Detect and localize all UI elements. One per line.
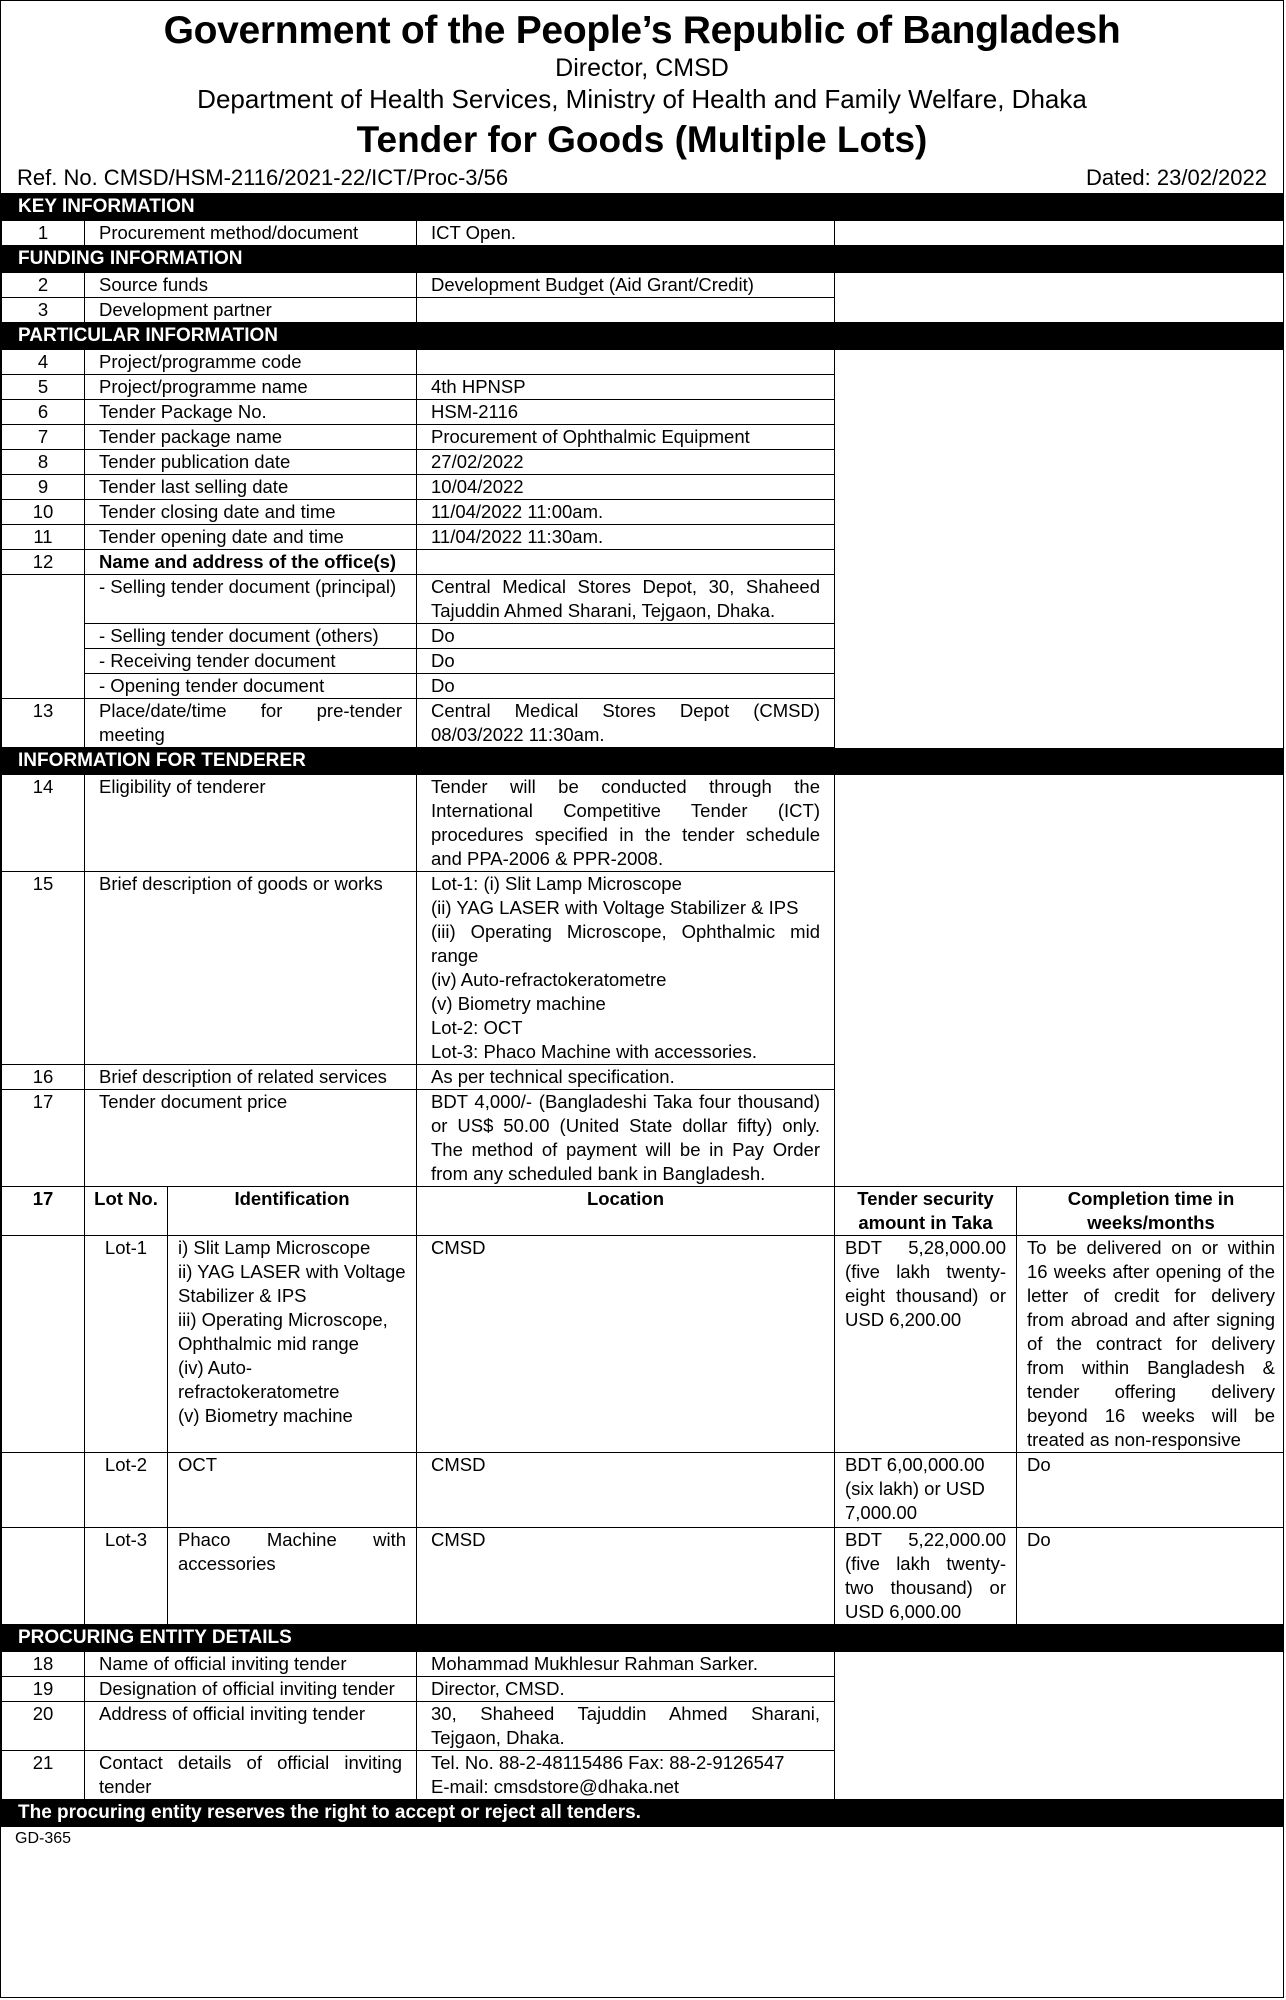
tender-title: Tender for Goods (Multiple Lots) [356, 119, 928, 160]
table-row: 5 Project/programme name 4th HPNSP [2, 375, 1285, 400]
department-line: Department of Health Services, Ministry of Health and Family Welfare, Dhaka [197, 84, 1087, 114]
table-row: 8 Tender publication date 27/02/2022 [2, 450, 1285, 475]
notice-header [1, 9, 1283, 163]
section-particular-information: PARTICULAR INFORMATION [2, 323, 1285, 350]
reference-line [1, 163, 1283, 193]
section-funding-information: FUNDING INFORMATION [2, 246, 1285, 273]
lot-row: Lot-3 Phaco Machine with accessories CMSD BDT 5,22,000.00 (five lakh twenty-two thousand) or USD 6,000.00 Do [2, 1528, 1285, 1625]
government-title: Government of the People’s Republic of Bangladesh [163, 9, 1121, 52]
tender-table [1, 193, 1284, 1827]
table-row: 13 Place/date/time for pre-tender meeting Central Medical Stores Depot (CMSD) 08/03/2022 11:30am. [2, 699, 1285, 748]
section-information-for-tenderer: INFORMATION FOR TENDERER [2, 748, 1285, 775]
reserve-right-notice: The procuring entity reserves the right to accept or reject all tenders. [2, 1800, 1285, 1827]
dated: Dated: 23/02/2022 [1085, 165, 1267, 190]
table-row: 7 Tender package name Procurement of Ophthalmic Equipment [2, 425, 1285, 450]
lots-header-row: 17 Lot No. Identification Location Tender security amount in Taka Completion time in weeks/months [2, 1187, 1285, 1236]
table-row: 4 Project/programme code [2, 350, 1285, 375]
table-row: - Opening tender document Do [2, 674, 1285, 699]
goods-description: Lot-1: (i) Slit Lamp Microscope (ii) YAG LASER with Voltage Stabilizer & IPS (iii) Operating Microscope, Ophthalmic mid range (iv) Auto-refractokeratometre (v) Biometry machine Lot-2: OCT Lot-3: Phaco Machine with accessories. [417, 872, 835, 1065]
table-row: 20 Address of official inviting tender 30, Shaheed Tajuddin Ahmed Sharani, Tejgaon, Dhaka. [2, 1702, 1285, 1751]
table-row: 11 Tender opening date and time 11/04/2022 11:30am. [2, 525, 1285, 550]
table-row: 21 Contact details of official inviting tender Tel. No. 88-2-48115486 Fax: 88-2-9126547 E-mail: cmsdstore@dhaka.net [2, 1751, 1285, 1800]
table-row: 2 Source funds Development Budget (Aid Grant/Credit) [2, 273, 1285, 298]
table-row: - Receiving tender document Do [2, 649, 1285, 674]
lot-row: Lot-2 OCT CMSD BDT 6,00,000.00 (six lakh) or USD 7,000.00 Do [2, 1453, 1285, 1528]
table-row: - Selling tender document (principal) Central Medical Stores Depot, 30, Shaheed Tajuddin Ahmed Sharani, Tejgaon, Dhaka. [2, 575, 1285, 624]
table-row: 14 Eligibility of tenderer Tender will be conducted through the International Competitive Tender (ICT) procedures specified in the tender schedule and PPA-2006 & PPR-2008. [2, 775, 1285, 872]
section-key-information: KEY INFORMATION [2, 194, 1285, 221]
table-row: 10 Tender closing date and time 11/04/2022 11:00am. [2, 500, 1285, 525]
table-row: 12 Name and address of the office(s) [2, 550, 1285, 575]
table-row: 9 Tender last selling date 10/04/2022 [2, 475, 1285, 500]
table-row: 1 Procurement method/document ICT Open. [2, 221, 1285, 246]
table-row: 15 Brief description of goods or works Lot-1: (i) Slit Lamp Microscope (ii) YAG LASER with Voltage Stabilizer & IPS (iii) Operating Microscope, Ophthalmic mid range (iv) Auto-refractokeratometre (v) Biometry machine Lot-2: OCT Lot-3: Phaco Machine with accessories. [2, 872, 1285, 1065]
gd-code: GD-365 [15, 1830, 72, 1847]
lot-row: Lot-1 i) Slit Lamp Microscope ii) YAG LASER with Voltage Stabilizer & IPS iii) Operating Microscope, Ophthalmic mid range (iv) Auto-refractokeratometre (v) Biometry machine CMSD BDT 5,28,000.00 (five lakh twenty-eight thousand) or USD 6,200.00 To be delivered on or within 16 weeks after opening of the letter of credit for delivery from abroad and after signing of the contract for delivery from within Bangladesh & tender offering delivery beyond 16 weeks will be treated as non-responsive [2, 1236, 1285, 1453]
table-row: 6 Tender Package No. HSM-2116 [2, 400, 1285, 425]
table-row: 18 Name of official inviting tender Mohammad Mukhlesur Rahman Sarker. [2, 1652, 1285, 1677]
section-procuring-entity-details: PROCURING ENTITY DETAILS [2, 1625, 1285, 1652]
ref-number: Ref. No. CMSD/HSM-2116/2021-22/ICT/Proc-3/56 [17, 165, 509, 190]
table-row: 16 Brief description of related services As per technical specification. [2, 1065, 1285, 1090]
table-row: 19 Designation of official inviting tender Director, CMSD. [2, 1677, 1285, 1702]
table-row: 3 Development partner [2, 298, 1285, 323]
table-row: - Selling tender document (others) Do [2, 624, 1285, 649]
director-line: Director, CMSD [555, 54, 729, 82]
table-row: 17 Tender document price BDT 4,000/- (Bangladeshi Taka four thousand) or US$ 50.00 (United State dollar fifty) only. The method of payment will be in Pay Order from any scheduled bank in Bangladesh. [2, 1090, 1285, 1187]
